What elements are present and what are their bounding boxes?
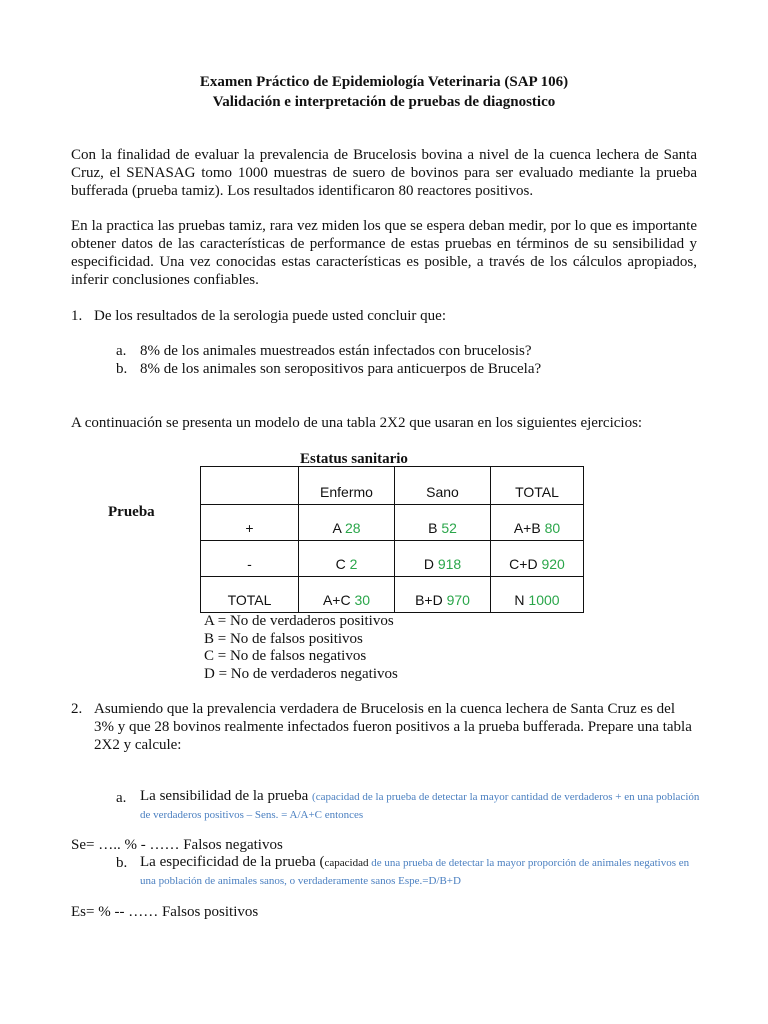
contingency-table-2x2 [200,466,584,613]
table-cell [299,577,395,613]
question-1a-letter: a. [116,343,127,359]
question-1-number: 1. [71,308,83,324]
table-row-positive [201,505,584,541]
table-header-cell: TOTAL [491,467,584,505]
cell-value: 1000 [528,592,560,608]
definitions-list [204,612,398,682]
table-header-row [201,467,584,505]
table-cell [299,505,395,541]
definition-item: D = No de verdaderos negativos [204,665,398,682]
cell-letter: B [428,520,438,536]
question-2b-text: La especificidad de la prueba ( [140,854,325,870]
table-row-label-cell: - [201,541,299,577]
cell-value: 970 [446,592,470,608]
definition-item: B = No de falsos positivos [204,630,363,647]
table-row-negative [201,541,584,577]
cell-value: 918 [437,556,462,572]
cell-letter: C [335,556,346,572]
cell-letter: B+D [415,592,443,608]
table-cell [491,541,584,577]
cell-value: 30 [354,592,371,608]
question-2-number: 2. [71,701,83,717]
cell-value: 920 [541,556,565,572]
question-1b-text: 8% de los animales son seropositivos para anticuerpos de Brucela? [140,361,542,377]
sensitivity-answer-line: Se= ….. % - …… Falsos negativos [71,837,283,853]
cell-letter: A+B [513,520,541,536]
question-2a-text: La sensibilidad de la prueba [140,788,313,804]
table-corner-cell [201,467,299,505]
document-title-line2: Validación e interpretación de pruebas de diagnostico [212,94,556,110]
cell-value: 52 [441,520,457,536]
cell-value: 28 [344,520,361,536]
table-caption: Estatus sanitario [300,451,408,467]
cell-letter: C+D [509,556,538,572]
specificity-answer-line: Es= % -- …… Falsos positivos [71,904,259,920]
question-2b-letter: b. [116,855,128,871]
question-2b-content [140,853,700,889]
table-cell [395,541,491,577]
table-header-cell: Enfermo [299,467,395,505]
document-title-line1: Examen Práctico de Epidemiología Veterinaria (SAP 106) [199,74,569,90]
cell-value: 80 [544,520,561,536]
question-2b-note-lead: capacidad [324,857,369,869]
table-cell [299,541,395,577]
question-2a-letter: a. [116,790,127,806]
table-row-label: Prueba [108,504,155,520]
question-1-text: De los resultados de la serologia puede usted concluir que: [94,308,446,324]
cell-letter: N [514,592,525,608]
question-2a-content [140,787,700,823]
table-model-intro: A continuación se presenta un modelo de una tabla 2X2 que usaran en los siguientes ejercicios: [71,415,643,431]
cell-letter: D [423,556,434,572]
table-row-label-cell: TOTAL [201,577,299,613]
question-2a-note: (capacidad de la prueba de detectar la mayor cantidad de verdaderos + en una población de verdaderos positivos – Sens. = A/A+C entonces [140,791,700,821]
cell-letter: A+C [322,592,351,608]
definition-item: A = No de verdaderos positivos [204,613,394,629]
cell-value: 2 [349,556,358,572]
table-row-total [201,577,584,613]
table-cell [491,505,584,541]
question-1b-letter: b. [116,361,128,377]
intro-paragraph-2: En la practica las pruebas tamiz, rara vez miden los que se espera deban medir, por lo que es importante obtener datos de las características de performance de estas pruebas en términos de su sensibilidad y especificidad. Una vez conocidas estas características es posible, a través de los cálculos apropiados, inferir conclusiones confiables. [71,218,697,288]
question-2b-note: de una prueba de detectar la mayor proporción de animales negativos en una población de animales sanos, o verdaderamente sanos Espe.=D/B+D [140,857,690,887]
question-1a-text: 8% de los animales muestreados están infectados con brucelosis? [140,343,532,359]
question-2-text: Asumiendo que la prevalencia verdadera de Brucelosis en la cuenca lechera de Santa Cruz es del 3% y que 28 bovinos realmente infectados fueron positivos a la prueba bufferada. Prepare una tabla 2X2 y calcule: [94,701,692,753]
table-header-cell: Sano [395,467,491,505]
intro-paragraph-1: Con la finalidad de evaluar la prevalencia de Brucelosis bovina a nivel de la cuenca lechera de Santa Cruz, el SENASAG tomo 1000 muestras de suero de bovinos para ser evaluado mediante la prueba bufferada (prueba tamiz). Los resultados identificaron 80 reactores positivos. [71,147,697,199]
definition-item: C = No de falsos negativos [204,648,367,664]
table-row-label-cell: + [201,505,299,541]
table-cell [395,577,491,613]
table-cell [395,505,491,541]
cell-letter: A [332,520,342,536]
table-cell [491,577,584,613]
